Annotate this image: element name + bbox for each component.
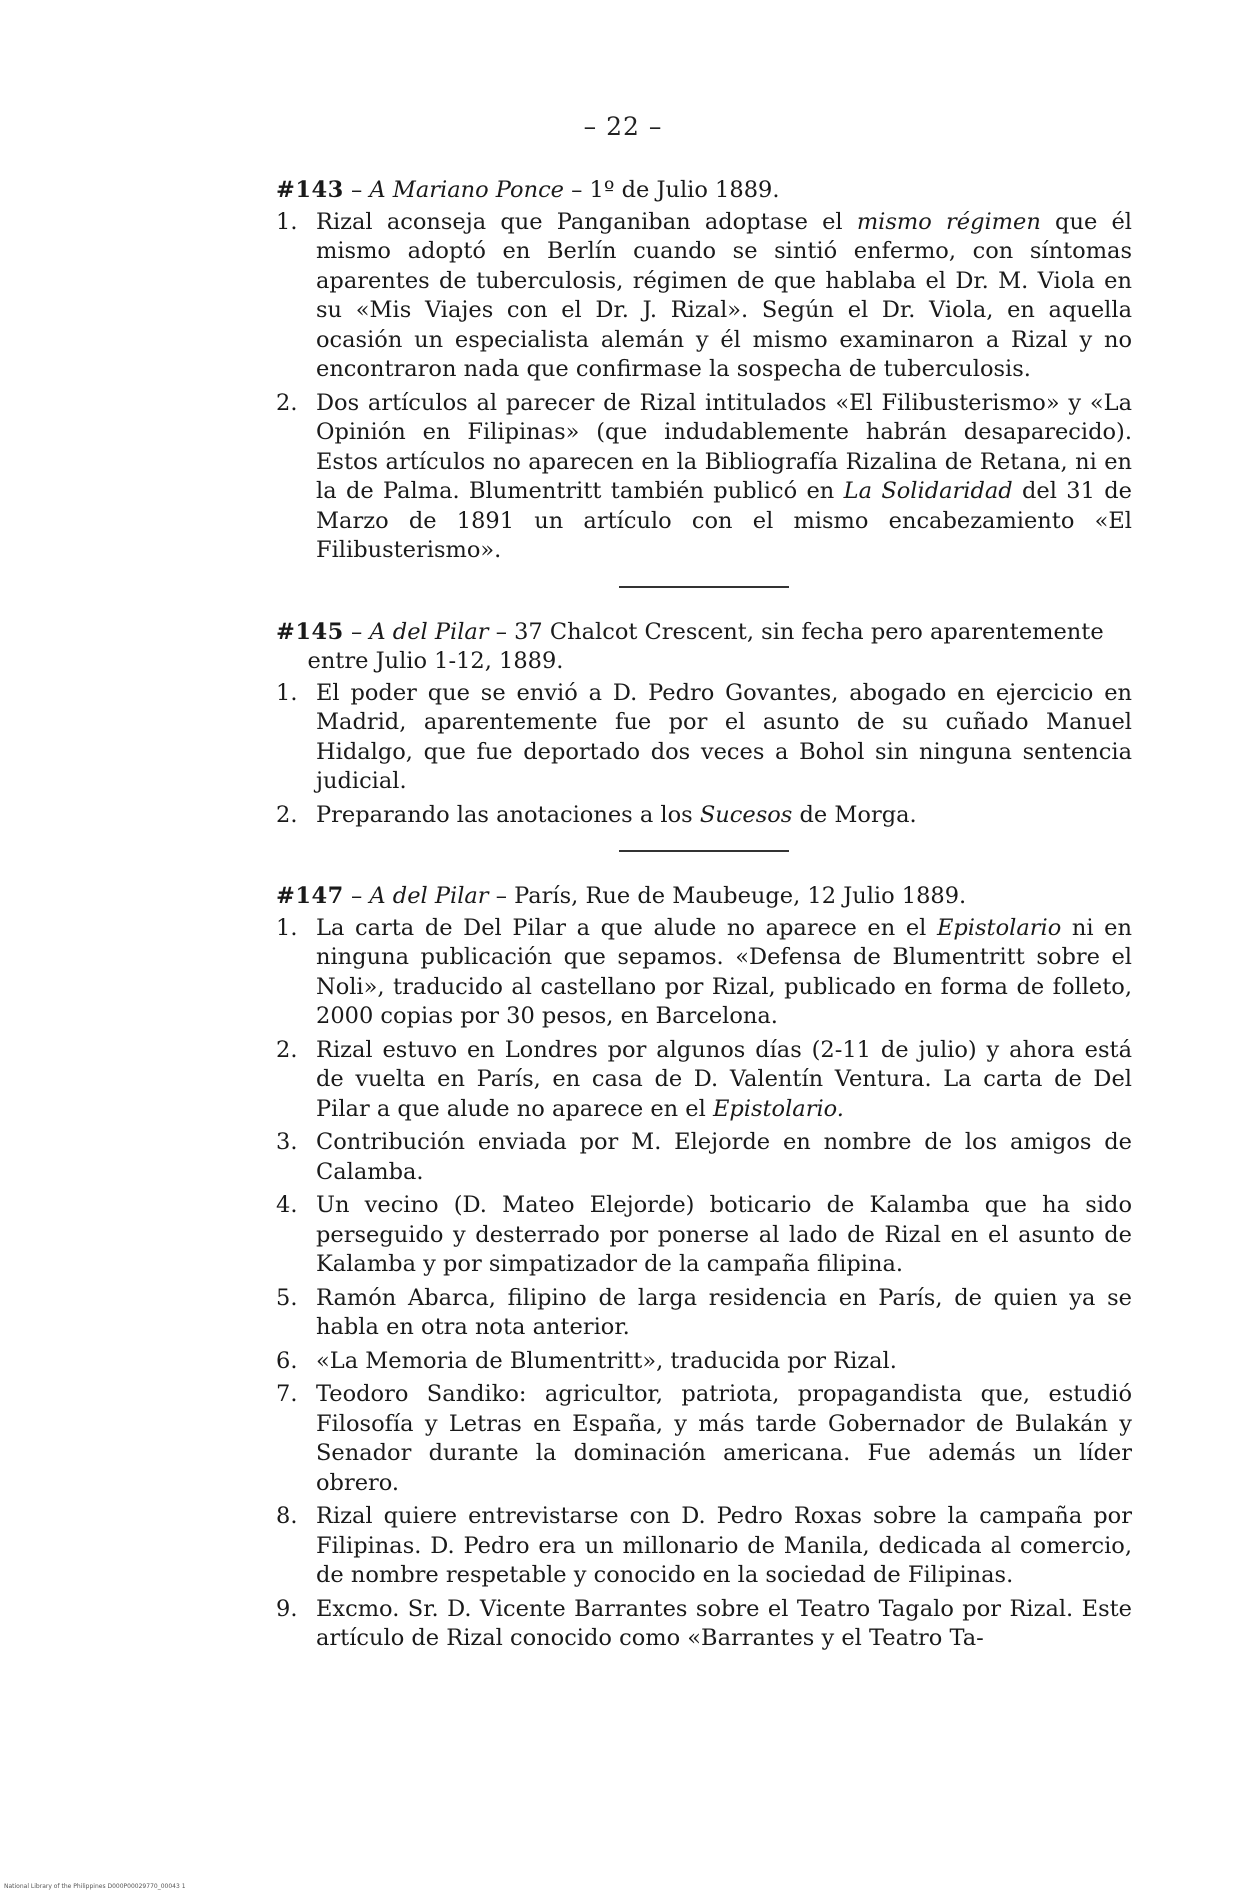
note-text: Rizal aconseja que Panganiban adoptase el bbox=[316, 208, 857, 235]
note-number: 4. bbox=[276, 1192, 298, 1218]
note-text-cont: que él mismo adoptó en Berlín cuando se sintió enfermo, con síntomas aparentes de tuberculosis, régimen de que hablaba el Dr. M. Viola en su «Mis Viajes con el Dr. J. Rizal». Según el Dr. Viola, en aquella ocasión un especialista alemán y él mismo examinaron a Rizal y no encontraron nada que confirmase la sospecha de tuberculosis. bbox=[316, 208, 1132, 382]
note-text-cont: del 31 de Marzo de 1891 un artículo con el mismo encabezamiento «El Filibusterismo». bbox=[316, 478, 1132, 563]
note-italic: Sucesos bbox=[699, 801, 793, 828]
note-item bbox=[276, 1502, 1132, 1591]
note-italic: La Solidaridad bbox=[843, 478, 1013, 504]
section-divider bbox=[619, 850, 789, 852]
note-item bbox=[276, 1284, 1132, 1343]
note-list bbox=[276, 208, 1132, 566]
notes-body bbox=[276, 176, 1132, 1674]
note-text: Preparando las anotaciones a los bbox=[316, 801, 700, 828]
note-number: 1. bbox=[276, 914, 298, 941]
note-number: 2. bbox=[276, 389, 298, 416]
note-text: Rizal quiere entrevistarse con D. Pedro Roxas sobre la campaña por Filipinas. D. Pedro era un millonario de Manila, dedicada al comercio, de nombre respetable y conocido en la sociedad de Filipinas. bbox=[316, 1503, 1132, 1588]
entry-recipient: A Mariano Ponce bbox=[369, 177, 564, 203]
note-text-cont: ni en ninguna publicación que sepamos. «Defensa de Blumentritt sobre el Noli», traducido al castellano por Rizal, publicado en forma de folleto, 2000 copias por 30 pesos, en Barcelona. bbox=[316, 914, 1132, 1029]
note-number: 1. bbox=[276, 679, 298, 706]
note-number: 2. bbox=[276, 1036, 298, 1063]
note-number: 1. bbox=[276, 208, 298, 235]
note-list bbox=[276, 914, 1132, 1654]
note-text-cont: de Morga. bbox=[792, 801, 917, 828]
note-text: El poder que se envió a D. Pedro Govantes, abogado en ejercicio en Madrid, aparentemente fue por el asunto de su cuñado Manuel Hidalgo, que fue deportado dos veces a Bohol sin ninguna sentencia judicial. bbox=[316, 679, 1132, 794]
note-item bbox=[276, 914, 1132, 1032]
note-item bbox=[276, 1595, 1132, 1654]
note-number: 8. bbox=[276, 1503, 298, 1529]
note-item bbox=[276, 1191, 1132, 1280]
note-number: 5. bbox=[276, 1284, 298, 1311]
note-number: 9. bbox=[276, 1595, 298, 1622]
note-text: Contribución enviada por M. Elejorde en nombre de los amigos de Calamba. bbox=[316, 1129, 1132, 1185]
note-number: 6. bbox=[276, 1347, 298, 1374]
note-number: 7. bbox=[276, 1381, 298, 1407]
note-italic: Epistolario. bbox=[712, 1095, 844, 1122]
note-italic: Epistolario bbox=[936, 914, 1062, 941]
scan-footer: National Library of the Philippines D000P00029770_00043 1 bbox=[4, 1883, 186, 1890]
page-number: – 22 – bbox=[583, 112, 663, 141]
note-text: Teodoro Sandiko: agricultor, patriota, propagandista que, estudió Filosofía y Letras en España, y más tarde Gobernador de Bulakán y Senador durante la dominación americana. Fue además un líder obrero. bbox=[316, 1381, 1132, 1496]
entry-143 bbox=[276, 176, 1132, 566]
note-list bbox=[276, 679, 1132, 831]
note-item bbox=[276, 1347, 1132, 1377]
entry-heading: #147 – A del Pilar – París, Rue de Maubeuge, 12 Julio 1889. bbox=[276, 883, 967, 909]
note-text: Rizal estuvo en Londres por algunos días (2-11 de julio) y ahora está de vuelta en París, en casa de D. Valentín Ventura. La carta de Del Pilar a que alude no aparece en el bbox=[316, 1036, 1132, 1122]
note-text: La carta de Del Pilar a que alude no aparece en el bbox=[316, 914, 937, 941]
entry-date: – París, Rue de Maubeuge, 12 Julio 1889. bbox=[488, 883, 967, 909]
note-text: Un vecino (D. Mateo Elejorde) boticario de Kalamba que ha sido perseguido y desterrado por ponerse al lado de Rizal en el asunto de Kalamba y por simpatizador de la campaña filipina. bbox=[316, 1192, 1132, 1277]
note-italic: mismo régimen bbox=[856, 208, 1041, 235]
note-text: Ramón Abarca, filipino de larga residencia en París, de quien ya se habla en otra nota anterior. bbox=[316, 1284, 1132, 1340]
entry-date: – 1º de Julio 1889. bbox=[563, 177, 780, 203]
entry-heading: #145 – A del Pilar – 37 Chalcot Crescent, sin fecha pero aparentemente entre Julio 1-12, 1889. bbox=[276, 618, 1104, 674]
section-divider bbox=[619, 586, 789, 588]
entry-145 bbox=[276, 618, 1132, 831]
note-item bbox=[276, 1036, 1132, 1125]
note-text: «La Memoria de Blumentritt», traducida por Rizal. bbox=[316, 1347, 897, 1374]
note-item bbox=[276, 208, 1132, 385]
note-item bbox=[276, 1128, 1132, 1187]
note-text: Dos artículos al parecer de Rizal intitulados «El Filibusterismo» y «La Opinión en Filipinas» (que indudablemente habrán desaparecido). Estos artículos no aparecen en la Bibliografía Rizalina de Retana, ni en la de Palma. Blumentritt también publicó en bbox=[316, 389, 1132, 504]
entry-recipient: A del Pilar bbox=[369, 883, 489, 909]
entry-recipient: A del Pilar bbox=[369, 618, 489, 645]
note-number: 3. bbox=[276, 1129, 298, 1155]
entry-heading: #143 – A Mariano Ponce – 1º de Julio 1889. bbox=[276, 177, 780, 203]
note-item bbox=[276, 801, 1132, 831]
note-item bbox=[276, 389, 1132, 566]
note-item bbox=[276, 1380, 1132, 1498]
entry-date: – 37 Chalcot Crescent, sin fecha pero aparentemente entre Julio 1-12, 1889. bbox=[307, 618, 1104, 674]
note-item bbox=[276, 679, 1132, 797]
entry-number: #145 bbox=[276, 618, 344, 645]
entry-number: #143 bbox=[276, 177, 344, 203]
entry-147 bbox=[276, 882, 1132, 1654]
note-text: Excmo. Sr. D. Vicente Barrantes sobre el Teatro Tagalo por Rizal. Este artículo de Rizal conocido como «Barrantes y el Teatro Ta- bbox=[316, 1595, 1132, 1651]
note-number: 2. bbox=[276, 801, 298, 828]
entry-number: #147 bbox=[276, 883, 344, 909]
